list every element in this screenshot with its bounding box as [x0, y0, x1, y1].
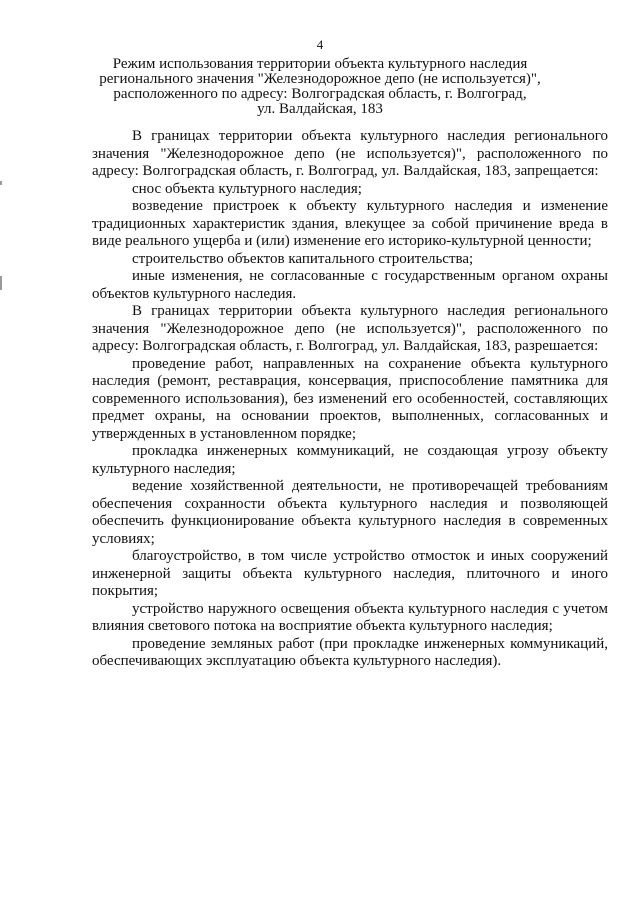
paragraph-list-item: возведение пристроек к объекту культурного наследия и изменение традиционных характеристик здания, влекущее за собой причинение вреда в виде реального ущерба и (или) изменение его историко-культурной ценности; — [92, 198, 608, 249]
paragraph-list-item: устройство наружного освещения объекта культурного наследия с учетом влияния светового потока на восприятие объекта культурного наследия; — [92, 600, 608, 634]
paragraph-list-item: снос объекта культурного наследия; — [132, 180, 362, 197]
paragraph-list-item: проведение земляных работ (при прокладке инженерных коммуникаций, обеспечивающих эксплуатацию объекта культурного наследия). — [92, 635, 608, 669]
paragraph-list-item: прокладка инженерных коммуникаций, не создающая угрозу объекту культурного наследия; — [92, 443, 608, 477]
page-number: 4 — [316, 37, 324, 52]
title-line: расположенного по адресу: Волгоградская область, г. Волгоград, — [113, 86, 527, 102]
paragraph-list-item: иные изменения, не согласованные с государственным органом охраны объектов культурного наследия. — [92, 268, 608, 302]
paragraph-list-item: ведение хозяйственной деятельности, не противоречащей требованиям обеспечения сохранности объекта культурного наследия и позволяющей обеспечить функционирование объекта культурного наследия в современных условиях; — [92, 478, 608, 547]
title-line: Режим использования территории объекта культурного наследия — [112, 56, 528, 72]
scan-edge-mark — [0, 181, 2, 185]
scan-edge-mark — [0, 276, 2, 290]
title-line: регионального значения "Железнодорожное депо (не используется)", — [99, 71, 541, 87]
paragraph-prohibited-intro: В границах территории объекта культурного наследия регионального значения "Железнодорожное депо (не используется)", расположенного по адресу: Волгоградская область, г. Волгоград, ул. Валдайская, 183, запрещается: — [92, 128, 608, 179]
paragraph-allowed-intro: В границах территории объекта культурного наследия регионального значения "Железнодорожное депо (не используется)", расположенного по адресу: Волгоградская область, г. Волгоград, ул. Валдайская, 183, разрешается: — [92, 303, 608, 354]
document-title — [80, 57, 560, 117]
document-body — [92, 128, 608, 671]
paragraph-list-item: проведение работ, направленных на сохранение объекта культурного наследия (ремонт, реставрация, консервация, приспособление памятника для современного использования), без изменений его особенностей, составляющих предмет охраны, на основании проектов, выполненных, согласованных и утвержденных в установленном порядке; — [92, 355, 608, 442]
paragraph-list-item: благоустройство, в том числе устройство отмосток и иных сооружений инженерной защиты объекта культурного наследия, плиточного и иного покрытия; — [92, 548, 608, 599]
paragraph-list-item: строительство объектов капитального строительства; — [132, 250, 474, 267]
title-line: ул. Валдайская, 183 — [257, 101, 383, 117]
